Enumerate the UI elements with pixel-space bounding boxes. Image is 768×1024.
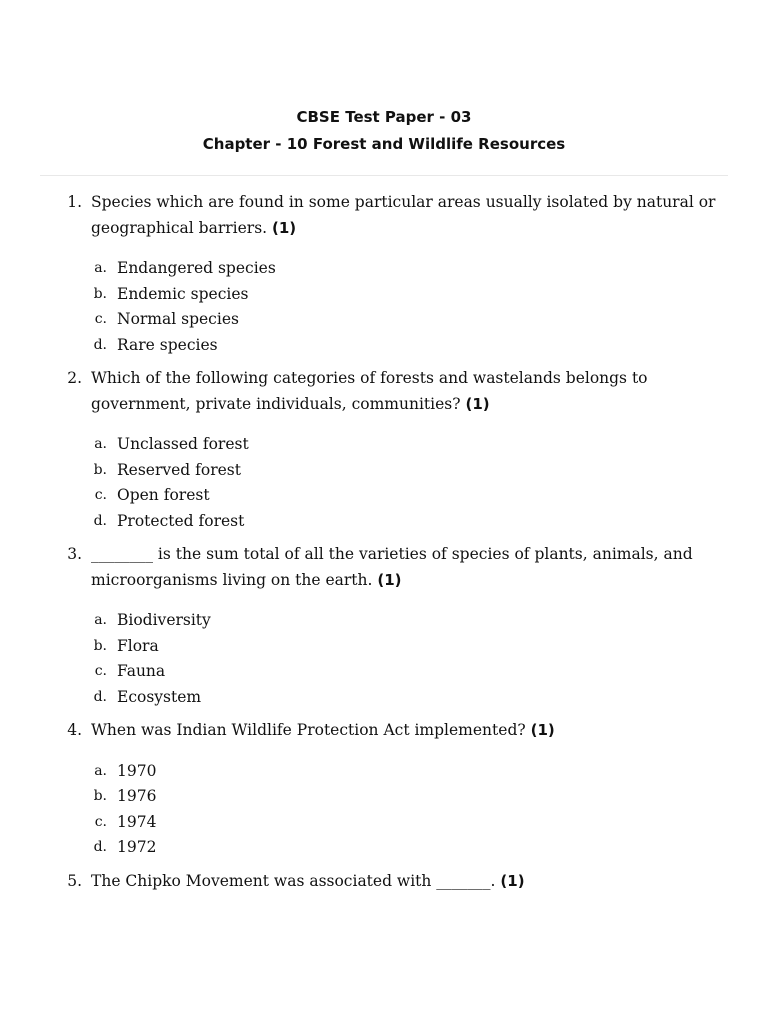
chapter-title: Chapter - 10 Forest and Wildlife Resources bbox=[202, 135, 566, 153]
option-text: Unclassed forest bbox=[117, 435, 249, 453]
option-letter: a. bbox=[94, 436, 107, 452]
option-letter: b. bbox=[93, 285, 107, 302]
question-item bbox=[0, 869, 768, 895]
option-text: 1976 bbox=[117, 787, 157, 805]
option-text: Open forest bbox=[117, 486, 210, 504]
header-divider bbox=[40, 175, 728, 176]
answer-option bbox=[0, 432, 768, 458]
answer-options bbox=[0, 256, 768, 358]
option-text: 1970 bbox=[117, 761, 157, 780]
option-text: 1972 bbox=[117, 838, 157, 856]
question-item bbox=[0, 542, 768, 710]
question-body: ________ is the sum total of all the varieties of species of plants, animals, and microorganisms living on the earth. bbox=[91, 545, 693, 589]
option-text: Endangered species bbox=[117, 259, 276, 277]
option-text: Rare species bbox=[117, 335, 218, 354]
option-letter: a. bbox=[94, 612, 107, 628]
question-text bbox=[91, 869, 721, 895]
page-title: CBSE Test Paper - 03 bbox=[296, 108, 472, 126]
option-letter: c. bbox=[94, 663, 107, 679]
option-letter: d. bbox=[93, 512, 107, 529]
document-header bbox=[0, 106, 768, 155]
answer-option bbox=[0, 608, 768, 634]
answer-option bbox=[0, 333, 768, 359]
option-letter: a. bbox=[94, 260, 107, 276]
answer-option bbox=[0, 685, 768, 711]
question-body: The Chipko Movement was associated with _______. bbox=[91, 871, 496, 890]
answer-option bbox=[0, 810, 768, 836]
question-text bbox=[91, 366, 721, 417]
option-letter: a. bbox=[94, 762, 107, 779]
question-list bbox=[0, 190, 768, 902]
option-text: Ecosystem bbox=[117, 687, 202, 706]
option-letter: b. bbox=[93, 637, 107, 654]
question-body: Species which are found in some particular areas usually isolated by natural or geographical barriers. bbox=[91, 193, 716, 237]
question-marks: (1) bbox=[500, 871, 525, 890]
option-text: Protected forest bbox=[117, 511, 245, 530]
answer-option bbox=[0, 256, 768, 282]
question-body: When was Indian Wildlife Protection Act implemented? bbox=[91, 721, 526, 739]
answer-option bbox=[0, 835, 768, 861]
answer-option bbox=[0, 509, 768, 535]
answer-option bbox=[0, 483, 768, 509]
question-item bbox=[0, 190, 768, 358]
option-letter: d. bbox=[93, 688, 107, 705]
answer-options bbox=[0, 759, 768, 861]
question-number: 5. bbox=[67, 871, 82, 890]
question-number: 4. bbox=[67, 721, 82, 739]
answer-options bbox=[0, 608, 768, 710]
answer-option bbox=[0, 759, 768, 785]
question-text bbox=[91, 718, 721, 744]
answer-option bbox=[0, 634, 768, 660]
option-letter: d. bbox=[93, 839, 107, 855]
question-marks: (1) bbox=[530, 721, 555, 739]
option-text: Endemic species bbox=[117, 284, 249, 303]
question-item bbox=[0, 718, 768, 861]
question-number: 3. bbox=[67, 545, 82, 563]
question-marks: (1) bbox=[377, 570, 402, 589]
question-marks: (1) bbox=[465, 394, 490, 413]
option-letter: d. bbox=[93, 336, 107, 353]
answer-option bbox=[0, 784, 768, 810]
option-letter: c. bbox=[94, 311, 107, 327]
answer-options bbox=[0, 432, 768, 534]
answer-option bbox=[0, 307, 768, 333]
option-text: Fauna bbox=[117, 662, 166, 680]
option-letter: b. bbox=[93, 461, 107, 478]
question-number: 2. bbox=[67, 369, 82, 387]
option-text: Normal species bbox=[117, 310, 239, 328]
option-letter: c. bbox=[94, 813, 107, 830]
option-text: Biodiversity bbox=[117, 611, 211, 629]
option-text: Reserved forest bbox=[117, 460, 241, 479]
option-letter: b. bbox=[93, 788, 107, 804]
option-letter: c. bbox=[94, 487, 107, 503]
question-text bbox=[91, 542, 721, 593]
option-text: Flora bbox=[117, 636, 159, 655]
question-body: Which of the following categories of forests and wastelands belongs to government, private individuals, communities? bbox=[91, 369, 648, 413]
answer-option bbox=[0, 458, 768, 484]
option-text: 1974 bbox=[117, 812, 157, 831]
question-text bbox=[91, 190, 721, 241]
question-item bbox=[0, 366, 768, 534]
answer-option bbox=[0, 282, 768, 308]
answer-option bbox=[0, 659, 768, 685]
question-number: 1. bbox=[67, 193, 82, 211]
question-marks: (1) bbox=[272, 218, 297, 237]
